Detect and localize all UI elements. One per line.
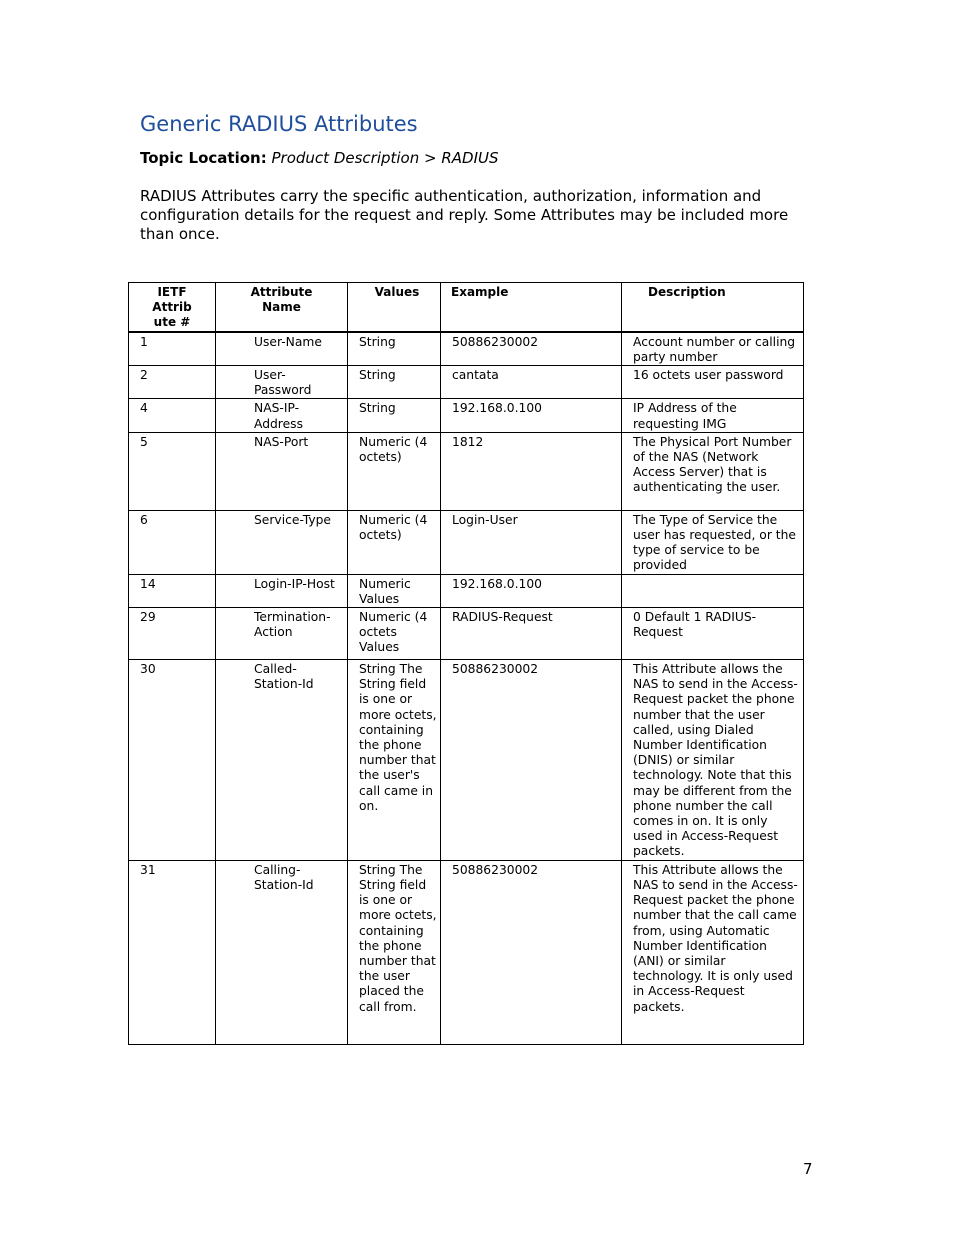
cell-description: 16 octets user password <box>622 366 804 399</box>
cell-description: Account number or calling party number <box>622 332 804 366</box>
page-title: Generic RADIUS Attributes <box>140 112 418 136</box>
cell-attribute-name: Login-IP-Host <box>216 574 348 607</box>
intro-paragraph: RADIUS Attributes carry the specific authentication, authorization, information and configuration details for the request and reply. Some Attributes may be included more than once. <box>140 187 789 243</box>
col-header-description: Description <box>622 283 804 332</box>
cell-ietf-number: 30 <box>129 660 216 861</box>
col-header-attribute-name: Attribute Name <box>216 283 348 332</box>
cell-values: String The String field is one or more octets, containing the phone number that the user's call came in on. <box>348 660 441 861</box>
cell-attribute-name: NAS-IP-Address <box>216 399 348 432</box>
cell-ietf-number: 5 <box>129 432 216 510</box>
cell-ietf-number: 6 <box>129 510 216 574</box>
cell-attribute-name: Termination-Action <box>216 608 348 660</box>
cell-ietf-number: 14 <box>129 574 216 607</box>
cell-values: Numeric (4 octets) <box>348 510 441 574</box>
cell-example: 50886230002 <box>441 332 622 366</box>
table-row <box>129 399 804 432</box>
col-header-ietf: IETF Attrib ute # <box>129 283 216 332</box>
table-row <box>129 574 804 607</box>
cell-values: Numeric (4 octets) <box>348 432 441 510</box>
cell-example: RADIUS-Request <box>441 608 622 660</box>
cell-attribute-name: Calling-Station-Id <box>216 860 348 1044</box>
cell-description: The Type of Service the user has requested, or the type of service to be provided <box>622 510 804 574</box>
cell-example: 1812 <box>441 432 622 510</box>
topic-path: Product Description > RADIUS <box>271 149 499 167</box>
cell-values: String <box>348 366 441 399</box>
table-row <box>129 510 804 574</box>
cell-values: Numeric Values <box>348 574 441 607</box>
cell-attribute-name: Service-Type <box>216 510 348 574</box>
table-row <box>129 860 804 1044</box>
cell-example: Login-User <box>441 510 622 574</box>
cell-attribute-name: User-Name <box>216 332 348 366</box>
cell-description: The Physical Port Number of the NAS (Network Access Server) that is authenticating the user. <box>622 432 804 510</box>
col-header-example: Example <box>441 283 622 332</box>
cell-attribute-name: NAS-Port <box>216 432 348 510</box>
cell-example: 192.168.0.100 <box>441 399 622 432</box>
cell-example: 192.168.0.100 <box>441 574 622 607</box>
cell-ietf-number: 29 <box>129 608 216 660</box>
cell-ietf-number: 4 <box>129 399 216 432</box>
cell-example: cantata <box>441 366 622 399</box>
cell-description: This Attribute allows the NAS to send in the Access-Request packet the phone number that the user called, using Dialed Number Identification (DNIS) or similar technology. Note that this may be different from the phone number the call comes in on. It is only used in Access-Request packets. <box>622 660 804 861</box>
cell-ietf-number: 1 <box>129 332 216 366</box>
table-row <box>129 660 804 861</box>
table-row <box>129 332 804 366</box>
cell-attribute-name: User-Password <box>216 366 348 399</box>
cell-example: 50886230002 <box>441 860 622 1044</box>
table-row <box>129 366 804 399</box>
cell-values: String <box>348 399 441 432</box>
cell-ietf-number: 31 <box>129 860 216 1044</box>
cell-ietf-number: 2 <box>129 366 216 399</box>
cell-attribute-name: Called-Station-Id <box>216 660 348 861</box>
col-header-values: Values <box>348 283 441 332</box>
table-row <box>129 608 804 660</box>
table-row <box>129 432 804 510</box>
cell-values: Numeric (4 octets Values <box>348 608 441 660</box>
topic-location <box>140 149 499 167</box>
table-header-row <box>129 283 804 332</box>
radius-attributes-table <box>128 282 804 1045</box>
cell-description: This Attribute allows the NAS to send in the Access-Request packet the phone number that the call came from, using Automatic Number Identification (ANI) or similar technology. It is only used in Access-Request packets. <box>622 860 804 1044</box>
cell-description: IP Address of the requesting IMG <box>622 399 804 432</box>
cell-values: String The String field is one or more octets, containing the phone number that the user placed the call from. <box>348 860 441 1044</box>
page-number: 7 <box>803 1160 813 1178</box>
topic-label: Topic Location: <box>140 149 267 167</box>
cell-example: 50886230002 <box>441 660 622 861</box>
cell-description <box>622 574 804 607</box>
cell-description: 0 Default 1 RADIUS-Request <box>622 608 804 660</box>
cell-values: String <box>348 332 441 366</box>
